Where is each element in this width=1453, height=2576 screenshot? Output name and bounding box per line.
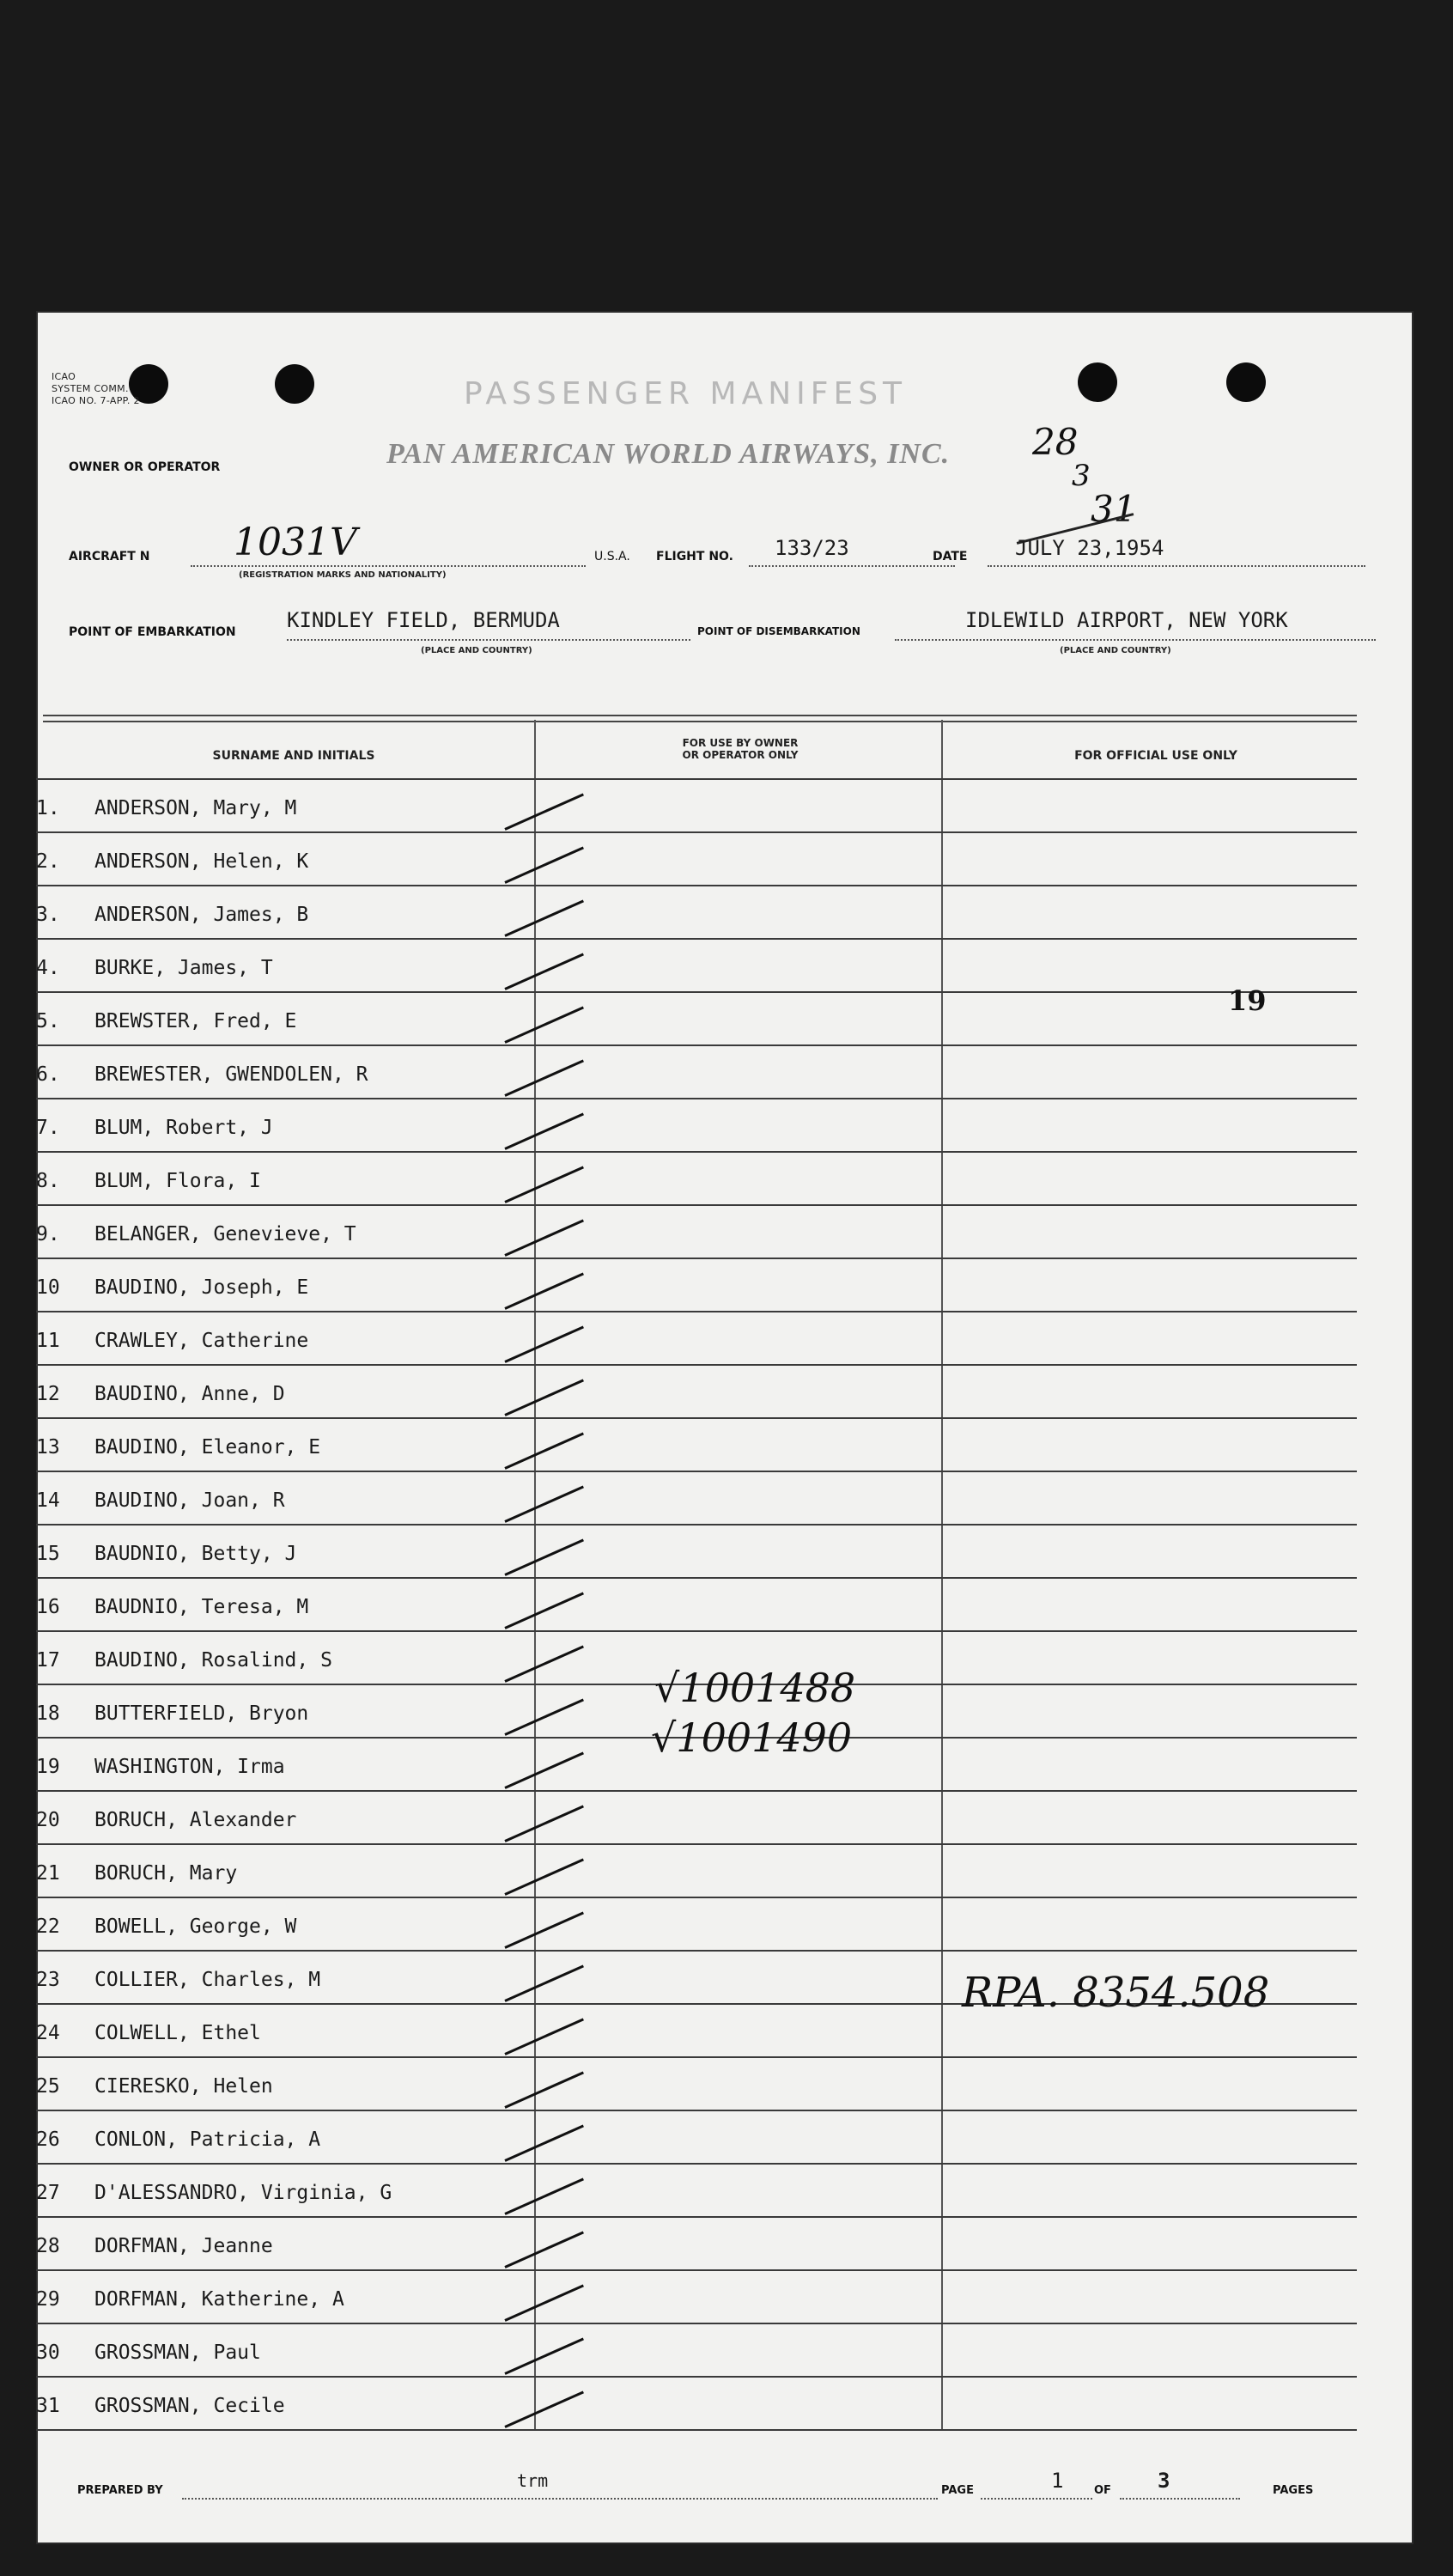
- column-header-operator-line: FOR USE BY OWNER: [682, 737, 799, 749]
- row-number: 15: [36, 1543, 60, 1565]
- check-mark-icon: [504, 953, 584, 990]
- check-mark-icon: [504, 846, 584, 883]
- row-number: 2.: [36, 850, 60, 873]
- handwritten-count-2: 3: [1072, 459, 1091, 493]
- passenger-name: D'ALESSANDRO, Virginia, G: [94, 2182, 392, 2204]
- row-number: 7.: [36, 1117, 60, 1139]
- icao-note-line: SYSTEM COMM.: [52, 383, 129, 394]
- handwritten-count-1: 28: [1032, 421, 1079, 463]
- row-rule: [36, 1417, 1357, 1419]
- check-mark-icon: [504, 1698, 584, 1735]
- icao-note-line: ICAO NO. 7-APP. 2: [52, 395, 140, 406]
- passenger-name: BAUDNIO, Betty, J: [94, 1543, 297, 1565]
- row-number: 17: [36, 1649, 60, 1672]
- passenger-name: COLLIER, Charles, M: [94, 1969, 321, 1991]
- punch-hole-icon: [275, 364, 314, 404]
- check-mark-icon: [504, 2177, 584, 2214]
- check-mark-icon: [504, 2231, 584, 2268]
- row-rule: [36, 2163, 1357, 2165]
- passenger-name: BORUCH, Mary: [94, 1862, 238, 1885]
- passenger-name: BAUDINO, Joseph, E: [94, 1276, 309, 1299]
- check-mark-icon: [504, 1858, 584, 1895]
- table-top-rule: [43, 715, 1357, 722]
- date-label: DATE: [933, 550, 968, 563]
- pages-total: 3: [1158, 2469, 1170, 2493]
- handwritten-count-3: 31: [1091, 488, 1137, 530]
- check-mark-icon: [504, 1432, 584, 1469]
- row-number: 22: [36, 1915, 60, 1938]
- passenger-name: COLWELL, Ethel: [94, 2022, 261, 2044]
- row-number: 12: [36, 1383, 60, 1405]
- row-number: 18: [36, 1702, 60, 1725]
- row-rule: [36, 2216, 1357, 2218]
- aircraft-label: AIRCRAFT N: [69, 550, 150, 563]
- row-number: 11: [36, 1330, 60, 1352]
- passenger-name: DORFMAN, Katherine, A: [94, 2288, 344, 2311]
- row-rule: [36, 1151, 1357, 1153]
- flight-value: 133/23: [775, 536, 849, 560]
- check-mark-icon: [504, 1379, 584, 1416]
- passenger-name: CIERESKO, Helen: [94, 2075, 273, 2098]
- row-number: 13: [36, 1436, 60, 1459]
- check-mark-icon: [504, 2284, 584, 2321]
- date-value: JULY 23,1954: [1015, 536, 1164, 560]
- row-number: 8.: [36, 1170, 60, 1192]
- row-rule: [36, 885, 1357, 886]
- row-rule: [36, 1524, 1357, 1526]
- check-mark-icon: [504, 2390, 584, 2427]
- row-number: 10: [36, 1276, 60, 1299]
- check-mark-icon: [504, 1911, 584, 1948]
- row-rule: [36, 1897, 1357, 1898]
- row-rule: [36, 938, 1357, 940]
- row-rule: [36, 2056, 1357, 2058]
- disembarkation-label: POINT OF DISEMBARKATION: [697, 625, 860, 637]
- check-mark-icon: [504, 2018, 584, 2055]
- embarkation-label: POINT OF EMBARKATION: [69, 625, 236, 639]
- row-number: 21: [36, 1862, 60, 1885]
- check-mark-icon: [504, 899, 584, 936]
- row-number: 5.: [36, 1010, 60, 1032]
- row-rule: [36, 1790, 1357, 1792]
- row-rule: [36, 1204, 1357, 1206]
- check-mark-icon: [504, 1592, 584, 1629]
- row-number: 26: [36, 2128, 60, 2151]
- airline-name: PAN AMERICAN WORLD AIRWAYS, INC.: [386, 438, 951, 470]
- check-mark-icon: [504, 1538, 584, 1575]
- passenger-name: BAUDINO, Rosalind, S: [94, 1649, 332, 1672]
- punch-hole-icon: [1078, 362, 1117, 402]
- row-number: 29: [36, 2288, 60, 2311]
- row-number: 4.: [36, 957, 60, 979]
- row-rule: [36, 1258, 1357, 1259]
- check-mark-icon: [504, 2124, 584, 2161]
- check-mark-icon: [504, 2071, 584, 2108]
- registration-note: (REGISTRATION MARKS AND NATIONALITY): [239, 570, 447, 580]
- prepared-by-label: PREPARED BY: [77, 2484, 163, 2497]
- row-rule: [36, 1843, 1357, 1845]
- disembarkation-value: IDLEWILD AIRPORT, NEW YORK: [965, 608, 1288, 632]
- aircraft-field-line: [191, 565, 586, 567]
- passenger-name: BREWESTER, GWENDOLEN, R: [94, 1063, 368, 1086]
- check-mark-icon: [504, 1272, 584, 1309]
- row-rule: [36, 778, 1357, 780]
- prepared-by-value: trm: [517, 2470, 549, 2491]
- column-header-surname: SURNAME AND INITIALS: [212, 749, 375, 763]
- passenger-name: BOWELL, George, W: [94, 1915, 297, 1938]
- row-rule: [36, 1311, 1357, 1312]
- row-number: 25: [36, 2075, 60, 2098]
- flight-label: FLIGHT NO.: [656, 550, 733, 563]
- row-rule: [36, 2110, 1357, 2111]
- date-field-line: [988, 565, 1365, 567]
- passenger-name: BLUM, Flora, I: [94, 1170, 261, 1192]
- row-number: 1.: [36, 797, 60, 819]
- check-mark-icon: [504, 1112, 584, 1149]
- passenger-name: BLUM, Robert, J: [94, 1117, 273, 1139]
- embarkation-field-line: [287, 639, 690, 641]
- check-mark-icon: [504, 1485, 584, 1522]
- row-rule: [36, 1364, 1357, 1366]
- passenger-name: CONLON, Patricia, A: [94, 2128, 321, 2151]
- row-rule: [36, 2376, 1357, 2378]
- passenger-name: BAUDNIO, Teresa, M: [94, 1596, 309, 1618]
- page-value: 1: [1051, 2469, 1064, 2493]
- row-rule: [36, 831, 1357, 833]
- passenger-name: CRAWLEY, Catherine: [94, 1330, 309, 1352]
- passenger-name: ANDERSON, James, B: [94, 904, 309, 926]
- row-number: 24: [36, 2022, 60, 2044]
- check-mark-icon: [504, 1059, 584, 1096]
- icao-note-line: ICAO: [52, 371, 76, 382]
- disembarkation-note: (PLACE AND COUNTRY): [1060, 646, 1171, 655]
- passenger-name: BURKE, James, T: [94, 957, 273, 979]
- passenger-name: BAUDINO, Joan, R: [94, 1489, 285, 1512]
- row-number: 6.: [36, 1063, 60, 1086]
- check-mark-icon: [504, 1219, 584, 1256]
- row-number: 27: [36, 2182, 60, 2204]
- owner-operator-label: OWNER OR OPERATOR: [69, 460, 221, 474]
- pages-label: PAGES: [1273, 2484, 1314, 2497]
- check-mark-icon: [504, 1964, 584, 2001]
- passenger-name: BAUDINO, Anne, D: [94, 1383, 285, 1405]
- passenger-name: BUTTERFIELD, Bryon: [94, 1702, 309, 1725]
- check-mark-icon: [504, 1006, 584, 1043]
- page-label: PAGE: [941, 2484, 974, 2497]
- aircraft-value: 1031V: [234, 521, 357, 564]
- row-rule: [36, 2269, 1357, 2271]
- operator-note-18: √1001488: [654, 1665, 856, 1711]
- icao-note: [52, 371, 140, 407]
- embarkation-value: KINDLEY FIELD, BERMUDA: [287, 608, 560, 632]
- passenger-name: BREWSTER, Fred, E: [94, 1010, 297, 1032]
- official-mark-19: 19: [1228, 984, 1267, 1017]
- passenger-name: GROSSMAN, Cecile: [94, 2395, 285, 2417]
- prepared-by-field-line: [182, 2498, 938, 2500]
- form-title: PASSENGER MANIFEST: [464, 376, 908, 411]
- row-number: 9.: [36, 1223, 60, 1245]
- row-number: 23: [36, 1969, 60, 1991]
- passenger-name: BORUCH, Alexander: [94, 1809, 297, 1831]
- pages-field-line: [1120, 2498, 1240, 2500]
- row-number: 28: [36, 2235, 60, 2257]
- passenger-name: ANDERSON, Helen, K: [94, 850, 309, 873]
- column-divider: [941, 720, 943, 2429]
- check-mark-icon: [504, 1751, 584, 1788]
- embarkation-note: (PLACE AND COUNTRY): [421, 646, 532, 655]
- column-header-official: FOR OFFICIAL USE ONLY: [1074, 749, 1237, 763]
- row-number: 20: [36, 1809, 60, 1831]
- of-label: OF: [1094, 2484, 1111, 2497]
- row-rule: [36, 2323, 1357, 2324]
- punch-hole-icon: [1226, 362, 1266, 402]
- check-mark-icon: [504, 793, 584, 830]
- usa-label: U.S.A.: [594, 550, 630, 563]
- passenger-name: BAUDINO, Eleanor, E: [94, 1436, 321, 1459]
- row-rule: [36, 1630, 1357, 1632]
- row-number: 16: [36, 1596, 60, 1618]
- check-mark-icon: [504, 1805, 584, 1842]
- row-rule: [36, 1577, 1357, 1579]
- check-mark-icon: [504, 1325, 584, 1362]
- page-field-line: [981, 2498, 1092, 2500]
- passenger-name: DORFMAN, Jeanne: [94, 2235, 273, 2257]
- operator-note-19: √1001490: [651, 1714, 853, 1761]
- row-number: 14: [36, 1489, 60, 1512]
- passenger-name: ANDERSON, Mary, M: [94, 797, 297, 819]
- row-rule: [36, 1950, 1357, 1952]
- check-mark-icon: [504, 1166, 584, 1203]
- disembarkation-field-line: [895, 639, 1376, 641]
- manifest-sheet: [36, 311, 1413, 2544]
- row-number: 3.: [36, 904, 60, 926]
- passenger-name: GROSSMAN, Paul: [94, 2342, 261, 2364]
- row-rule: [36, 1044, 1357, 1046]
- official-note-24: RPA. 8354.508: [962, 1969, 1270, 2017]
- check-mark-icon: [504, 1645, 584, 1682]
- row-number: 31: [36, 2395, 60, 2417]
- row-rule: [36, 2429, 1357, 2431]
- column-header-operator: [551, 737, 929, 761]
- row-number: 30: [36, 2342, 60, 2364]
- row-rule: [36, 1098, 1357, 1099]
- passenger-name: WASHINGTON, Irma: [94, 1756, 285, 1778]
- column-header-operator-line: OR OPERATOR ONLY: [682, 749, 799, 761]
- flight-field-line: [749, 565, 955, 567]
- row-rule: [36, 1471, 1357, 1472]
- row-number: 19: [36, 1756, 60, 1778]
- passenger-name: BELANGER, Genevieve, T: [94, 1223, 356, 1245]
- check-mark-icon: [504, 2337, 584, 2374]
- row-rule: [36, 991, 1357, 993]
